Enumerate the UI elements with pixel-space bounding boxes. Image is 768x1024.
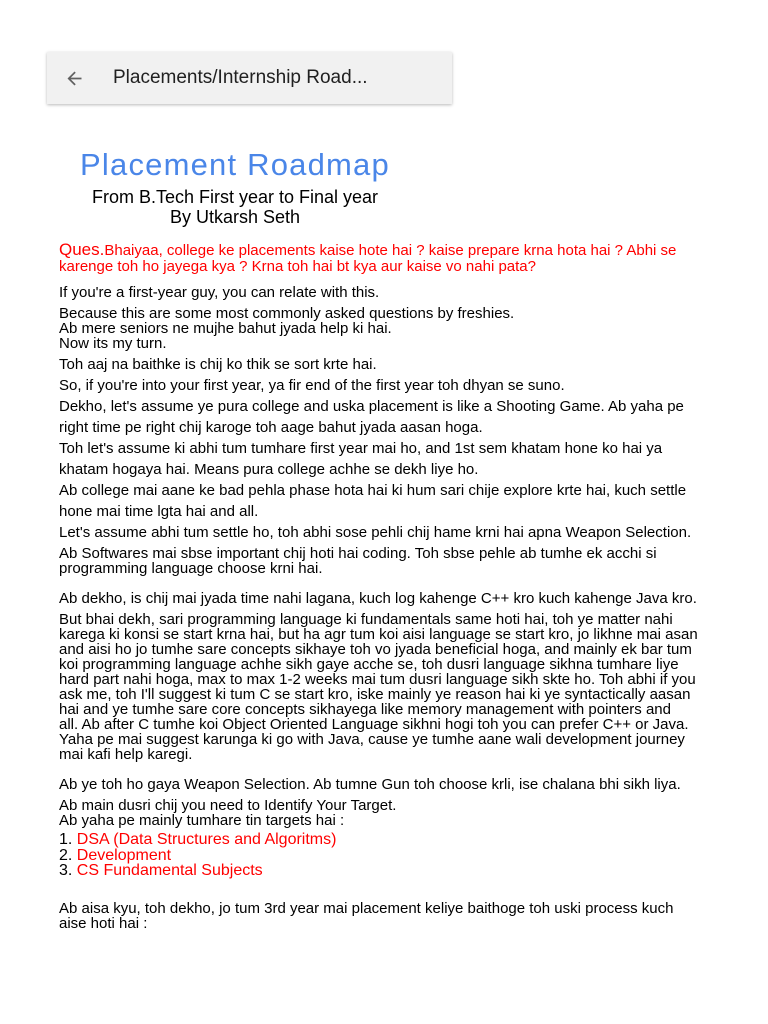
text-line: hai and ye tumhe sare core concepts sikhayega like memory management with pointers and <box>59 700 671 718</box>
paragraph <box>59 285 379 300</box>
list-item-text: DSA (Data Structures and Algoritms) <box>76 831 337 848</box>
app-bar <box>47 52 452 104</box>
doc-author: By Utkarsh Seth <box>169 207 301 227</box>
text-line: But bhai dekh, sari programming language ki fundamentals same hoti hai, toh ye matter nahi <box>59 610 673 628</box>
paragraph <box>59 525 691 540</box>
text-line: Ab yaha pe mainly tumhare tin targets hai : <box>59 811 345 829</box>
text-line: Ab aisa kyu, toh dekho, jo tum 3rd year mai placement keliye baithoge toh uski process kuch <box>59 899 674 917</box>
text-line: Ab ye toh ho gaya Weapon Selection. Ab tumne Gun toh choose krli, ise chalana bhi sikh liya. <box>59 775 681 793</box>
text-line: hard part nahi hoga, max to max 1-2 weeks mai tum dusri language sikh skte ho. Toh abhi if you <box>59 670 696 688</box>
text-line: Yaha pe mai suggest karunga ki go with Java, cause ye tumhe aane wali development journey <box>59 730 685 748</box>
question-line <box>59 242 676 259</box>
text-line: Dekho, let's assume ye pura college and uska placement is like a Shooting Game. Ab yaha pe <box>59 397 684 415</box>
paragraph <box>59 777 681 792</box>
paragraph <box>59 546 657 576</box>
paragraph <box>59 438 662 480</box>
document-name: Placements/Internship Road... <box>113 67 368 88</box>
question-block <box>59 242 676 275</box>
text-line: khatam hogaya hai. Means pura college achhe se dekh liye ho. <box>59 460 479 478</box>
question-prefix: Ques. <box>59 240 105 259</box>
text-line: programming language choose krni hai. <box>59 559 323 577</box>
paragraph <box>59 901 674 931</box>
paragraph <box>59 357 377 372</box>
text-line: karega ki konsi se start krna hai, but ha agr tum koi aisi language se start kro, jo likhne mai asan <box>59 625 698 643</box>
text-line: Toh let's assume ki abhi tum tumhare first year mai ho, and 1st sem khatam hone ko hai ya <box>59 439 663 457</box>
paragraph <box>59 612 698 762</box>
doc-subtitle: From B.Tech First year to Final year <box>91 187 379 207</box>
text-line: Ab dekho, is chij mai jyada time nahi lagana, kuch log kahenge C++ kro kuch kahenge Java kro. <box>59 589 697 607</box>
targets-list <box>59 832 336 879</box>
text-line: Toh aaj na baithke is chij ko thik se sort krte hai. <box>59 355 377 373</box>
text-line: koi programming language achhe sikh gaye acche se, toh dusri language sikhna tumhare liye <box>59 655 679 673</box>
text-line: mai kafi help karegi. <box>59 745 193 763</box>
text-line: So, if you're into your first year, ya fir end of the first year toh dhyan se suno. <box>59 376 565 394</box>
list-item-number: 1. <box>59 831 73 848</box>
back-button[interactable] <box>47 52 101 104</box>
paragraph <box>59 480 686 522</box>
list-item <box>59 832 336 848</box>
list-item-number: 3. <box>59 862 73 879</box>
paragraph <box>59 591 697 606</box>
text-line: Ab college mai aane ke bad pehla phase hota hai ki hum sari chije explore krte hai, kuch settle <box>59 481 687 499</box>
text-line: and aisi ho jo tumhe sare concepts sikhaye toh vo jyada beneficial hoga, and mainly ek bar tum <box>59 640 692 658</box>
doc-heading: Placement Roadmap <box>80 147 390 182</box>
text-line: hone mai time lgta hai and all. <box>59 502 259 520</box>
text-line: all. Ab after C tumhe koi Object Oriented Language sikhni hogi toh you can prefer C++ or Java. <box>59 715 689 733</box>
text-line: Now its my turn. <box>59 334 167 352</box>
list-item-number: 2. <box>59 846 73 864</box>
paragraph <box>59 306 514 351</box>
text-line: Let's assume abhi tum settle ho, toh abhi sose pehli chij hame krni hai apna Weapon Selection. <box>59 523 692 541</box>
question-text: Bhaiyaa, college ke placements kaise hote hai ? kaise prepare krna hota hai ? Abhi se <box>104 242 677 259</box>
text-line: If you're a first-year guy, you can relate with this. <box>59 283 380 301</box>
arrow-back-icon <box>64 68 85 89</box>
paragraph <box>59 798 396 828</box>
list-item-text: CS Fundamental Subjects <box>76 862 263 879</box>
text-line: aise hoti hai : <box>59 914 148 932</box>
paragraph <box>59 396 684 438</box>
paragraph <box>59 378 565 393</box>
text-line: Because this are some most commonly asked questions by freshies. <box>59 304 515 322</box>
text-line: Ab main dusri chij you need to Identify Your Target. <box>59 796 397 814</box>
question-line: karenge toh ho jayega kya ? Krna toh hai bt kya aur kaise vo nahi pata? <box>59 258 536 275</box>
list-item <box>59 848 336 864</box>
text-line: Ab Softwares mai sbse important chij hoti hai coding. Toh sbse pehle ab tumhe ek acchi si <box>59 544 657 562</box>
text-line: ask me, toh I'll suggest ki tum C se start kro, iske mainly ye reason hai ki ye syntactically aasan <box>59 685 691 703</box>
list-item-text: Development <box>76 846 172 864</box>
text-line: right time pe right chij karoge toh aage bahut jyada aasan hoga. <box>59 418 483 436</box>
text-line: Ab mere seniors ne mujhe bahut jyada help ki hai. <box>59 319 392 337</box>
list-item <box>59 863 336 879</box>
